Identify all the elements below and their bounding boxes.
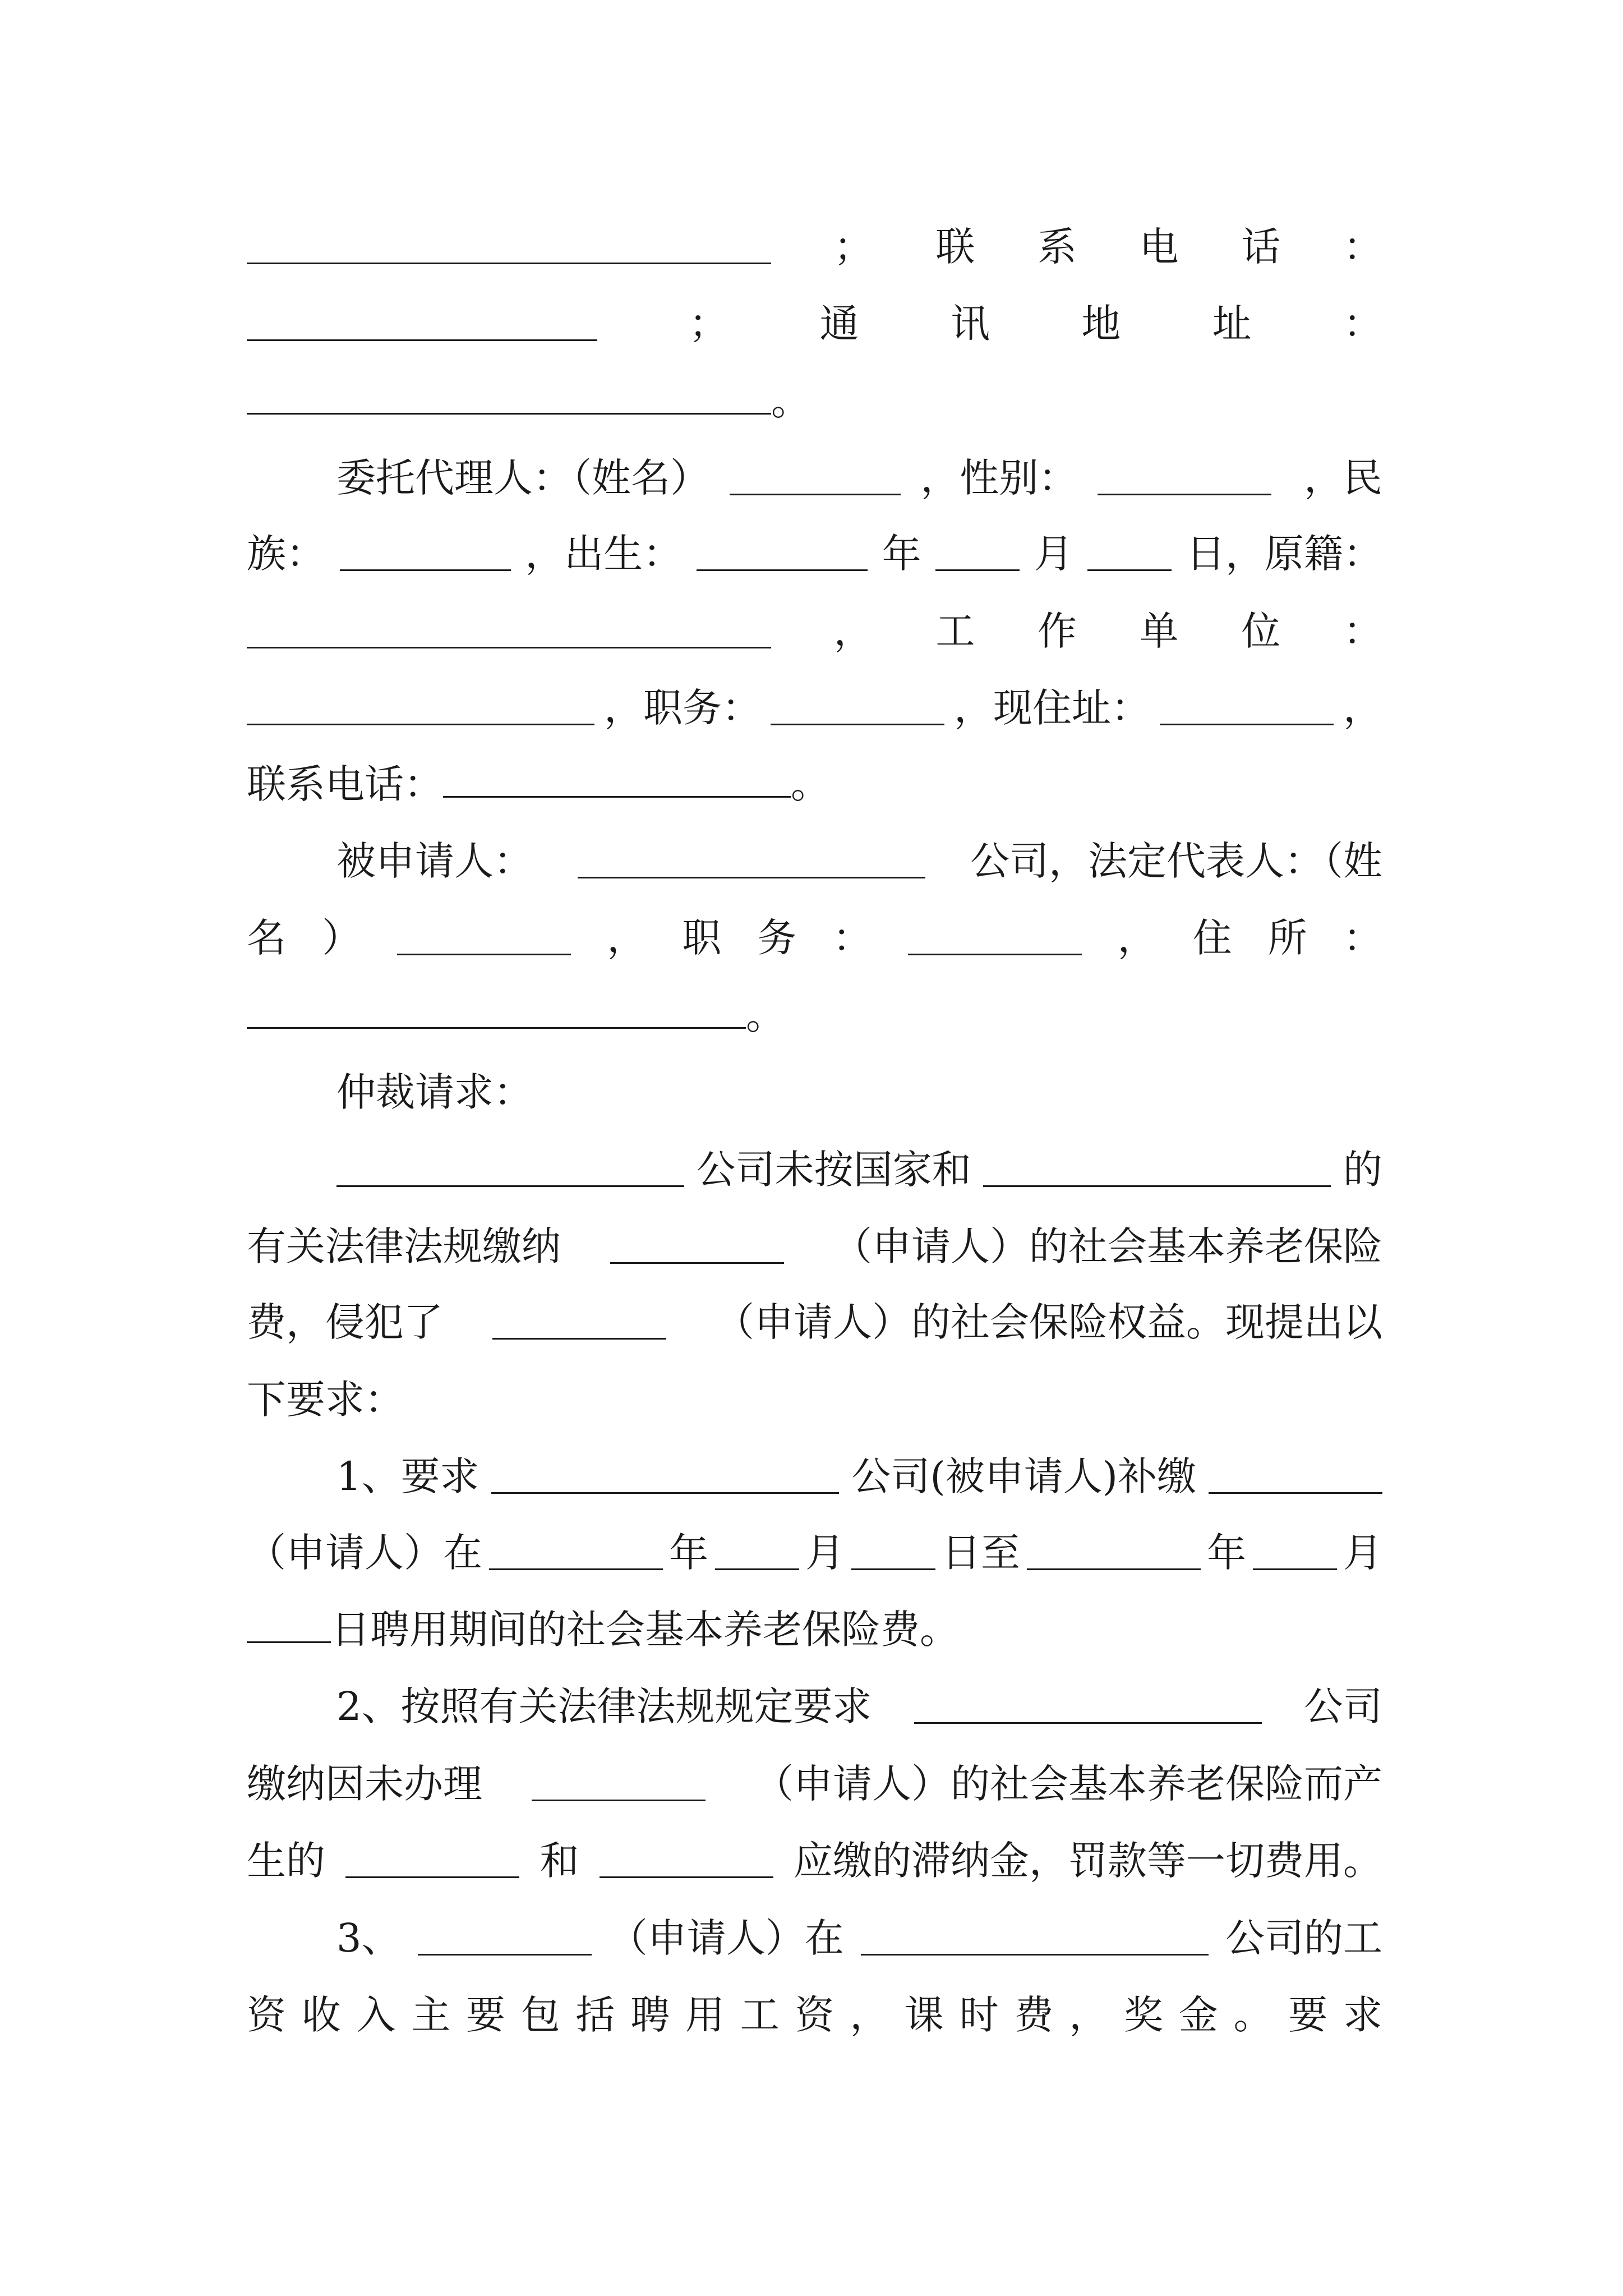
- blank-field: [983, 1153, 1331, 1187]
- agent-line-2: [247, 523, 1382, 585]
- claims-p1-line-3: [247, 1291, 1382, 1353]
- claim-item-3-line-1: [247, 1907, 1382, 1969]
- text-segment: ，民: [1291, 455, 1382, 501]
- text-segment: ）: [322, 915, 362, 961]
- text-segment: 公司: [1303, 1683, 1382, 1729]
- text-segment: （申请人）在: [608, 1915, 844, 1961]
- text-segment: 包: [520, 1992, 560, 2038]
- text-segment: 收: [301, 1992, 341, 2038]
- text-segment: 日至: [942, 1530, 1020, 1576]
- text-segment: 2、按照有关法律法规规定要求: [336, 1683, 872, 1729]
- text-segment: （申请人）在: [247, 1530, 482, 1576]
- text-segment: 被申请人：: [336, 838, 533, 884]
- text-segment: 年: [882, 531, 921, 577]
- text-segment: ，: [1343, 685, 1382, 731]
- text-segment: 讯: [950, 301, 990, 347]
- claim-item-1-line-3: [247, 1599, 1382, 1660]
- text-segment: ：: [1343, 224, 1382, 270]
- text-segment: 生的: [247, 1838, 325, 1884]
- text-segment: ，: [833, 608, 873, 654]
- blank-field: [1098, 461, 1271, 495]
- blank-field: [247, 230, 771, 264]
- agent-line-3: [247, 600, 1382, 662]
- agent-line-5: [247, 753, 1382, 815]
- text-segment: ，出生：: [525, 531, 683, 577]
- agent-line-4: [247, 677, 1382, 739]
- text-segment: 工: [935, 608, 975, 654]
- text-segment: ：: [1343, 301, 1382, 347]
- claim-item-2-line-3: [247, 1830, 1382, 1892]
- text-segment: 职: [682, 915, 722, 961]
- text-segment: 。: [771, 378, 810, 424]
- text-segment: 公司，法定代表人：（姓: [970, 838, 1382, 884]
- text-segment: ，: [1069, 1992, 1109, 2038]
- text-segment: 日，原籍：: [1186, 531, 1382, 577]
- agent-line-1: [247, 447, 1382, 509]
- text-segment: 应缴的滞纳金，罚款等一切费用。: [794, 1838, 1382, 1884]
- text-segment: 日聘用期间的社会基本养老保险费。: [331, 1607, 959, 1653]
- text-segment: 3、: [336, 1915, 401, 1961]
- blank-field: [914, 1690, 1262, 1724]
- text-segment: 。: [1233, 1992, 1273, 2038]
- blank-field: [1027, 1536, 1201, 1570]
- blank-field: [715, 1536, 799, 1570]
- claim-item-3-line-2: [247, 1984, 1382, 2046]
- blank-field: [1087, 537, 1172, 571]
- text-segment: 系: [1037, 224, 1077, 270]
- text-segment: 联: [935, 224, 975, 270]
- text-segment: 公司未按国家和: [696, 1147, 971, 1193]
- blank-field: [492, 1305, 666, 1340]
- text-segment: 求: [1343, 1992, 1382, 2038]
- text-segment: 用: [685, 1992, 725, 2038]
- text-segment: 奖: [1124, 1992, 1163, 2038]
- blank-field: [730, 461, 901, 495]
- blank-field: [600, 1844, 773, 1878]
- text-segment: 地: [1081, 301, 1121, 347]
- blank-field: [418, 1921, 592, 1955]
- blank-field: [578, 844, 925, 878]
- blank-field: [247, 307, 597, 341]
- text-segment: 委托代理人：（姓名）: [336, 455, 709, 501]
- text-segment: ；: [689, 301, 728, 347]
- text-segment: 仲裁请求：: [336, 1069, 533, 1115]
- text-segment: 所: [1267, 915, 1307, 961]
- text-segment: 缴纳因未办理: [247, 1761, 482, 1807]
- blank-field: [247, 995, 746, 1029]
- blank-field: [443, 763, 791, 798]
- text-segment: 年: [1207, 1530, 1246, 1576]
- text-segment: 址: [1212, 301, 1252, 347]
- claim-item-1-line-1: [247, 1446, 1382, 1507]
- applicant-phone-line: [247, 216, 1382, 278]
- text-segment: 入: [356, 1992, 396, 2038]
- blank-field: [851, 1536, 935, 1570]
- claims-p1-line-1: [247, 1139, 1382, 1200]
- text-segment: 要: [1288, 1992, 1328, 2038]
- text-segment: 住: [1192, 915, 1232, 961]
- text-segment: ：: [1343, 915, 1382, 961]
- blank-field: [771, 691, 944, 725]
- text-segment: 资: [247, 1992, 286, 2038]
- blank-field: [247, 380, 771, 415]
- text-segment: 族：: [247, 531, 325, 577]
- blank-field: [345, 1844, 519, 1878]
- blank-field: [697, 537, 868, 571]
- text-segment: 金: [1178, 1992, 1218, 2038]
- applicant-address-line: [247, 293, 1382, 355]
- text-segment: 务: [757, 915, 797, 961]
- text-segment: 通: [819, 301, 859, 347]
- text-segment: 电: [1139, 224, 1179, 270]
- text-segment: 年: [669, 1530, 708, 1576]
- text-segment: 月: [1034, 531, 1073, 577]
- blank-field: [247, 691, 594, 725]
- text-segment: 时: [959, 1992, 999, 2038]
- text-segment: ，性别：: [920, 455, 1078, 501]
- claims-p1-line-2: [247, 1216, 1382, 1277]
- applicant-address-end-line: [247, 370, 1382, 432]
- text-segment: 。: [791, 761, 830, 807]
- blank-field: [336, 1153, 684, 1187]
- text-segment: 和: [540, 1838, 579, 1884]
- text-segment: 单: [1139, 608, 1179, 654]
- text-segment: 有关法律法规缴纳: [247, 1223, 561, 1269]
- respondent-line-3: [247, 984, 1382, 1046]
- blank-field: [1160, 691, 1334, 725]
- text-segment: ：: [832, 915, 872, 961]
- blank-field: [1209, 1460, 1382, 1494]
- blank-field: [908, 921, 1082, 955]
- text-segment: 聘: [630, 1992, 670, 2038]
- blank-field: [397, 921, 571, 955]
- text-segment: 月: [1343, 1530, 1382, 1576]
- text-segment: 的: [1343, 1147, 1382, 1193]
- text-segment: 工: [740, 1992, 780, 2038]
- text-segment: 位: [1241, 608, 1281, 654]
- text-segment: 公司(被申请人)补缴: [851, 1453, 1197, 1499]
- text-segment: ；: [833, 224, 873, 270]
- blank-field: [861, 1921, 1209, 1955]
- claims-p1-line-4: [247, 1369, 1382, 1430]
- text-segment: 公司的工: [1225, 1915, 1382, 1961]
- respondent-line-2: [247, 907, 1382, 969]
- text-segment: ：: [1343, 608, 1382, 654]
- text-segment: ，: [850, 1992, 889, 2038]
- text-segment: 1、要求: [336, 1453, 479, 1499]
- claim-item-1-line-2: [247, 1522, 1382, 1584]
- text-segment: 作: [1037, 608, 1077, 654]
- claim-item-2-line-2: [247, 1753, 1382, 1815]
- blank-field: [610, 1230, 784, 1264]
- text-segment: 。: [746, 992, 785, 1038]
- text-segment: 费，侵犯了: [247, 1299, 443, 1345]
- claims-heading: [247, 1061, 1382, 1123]
- text-segment: （申请人）的社会基本养老保险: [833, 1223, 1382, 1269]
- blank-field: [247, 614, 771, 648]
- respondent-line-1: [247, 830, 1382, 892]
- text-segment: 联系电话：: [247, 761, 443, 807]
- blank-field: [491, 1460, 839, 1494]
- text-segment: 月: [805, 1530, 845, 1576]
- text-segment: 主: [411, 1992, 451, 2038]
- text-segment: 资: [795, 1992, 834, 2038]
- text-segment: （申请人）的社会保险权益。现提出以: [715, 1299, 1382, 1345]
- blank-field: [489, 1536, 663, 1570]
- blank-field: [340, 537, 511, 571]
- text-segment: 括: [575, 1992, 615, 2038]
- text-segment: 名: [247, 915, 286, 961]
- text-segment: ，: [1117, 915, 1157, 961]
- blank-field: [935, 537, 1020, 571]
- text-segment: 课: [905, 1992, 944, 2038]
- text-segment: 下要求：: [247, 1377, 404, 1423]
- text-segment: ，职务：: [604, 685, 761, 731]
- blank-field: [247, 1609, 331, 1643]
- text-segment: ，: [607, 915, 647, 961]
- blank-field: [532, 1767, 706, 1801]
- text-segment: 要: [466, 1992, 505, 2038]
- blank-field: [1253, 1536, 1337, 1570]
- text-segment: ，现住址：: [954, 685, 1150, 731]
- text-segment: 费: [1014, 1992, 1054, 2038]
- text-segment: 话: [1241, 224, 1281, 270]
- text-segment: （申请人）的社会基本养老保险而产: [754, 1761, 1382, 1807]
- claim-item-2-line-1: [247, 1676, 1382, 1737]
